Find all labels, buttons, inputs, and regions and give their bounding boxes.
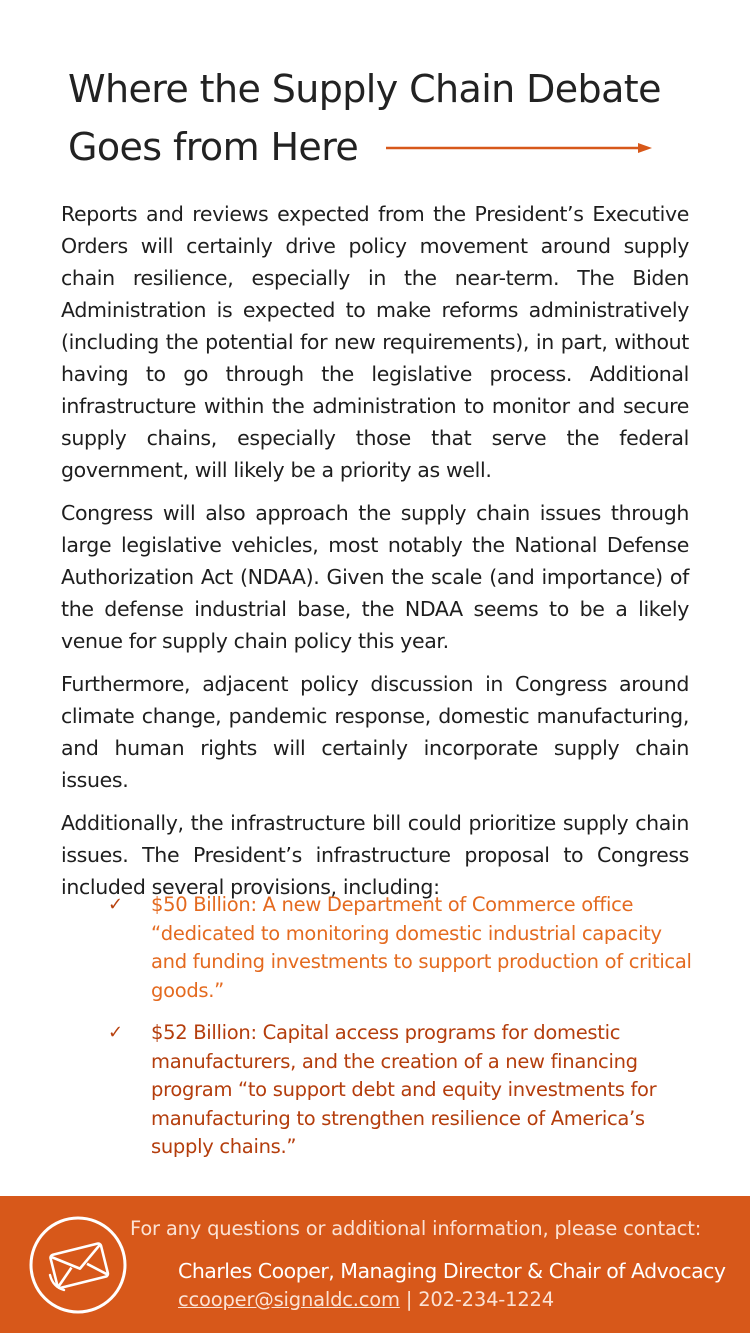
provisions-list [108,891,698,1176]
page-title [68,60,708,176]
article-body [61,198,689,914]
email-link[interactable]: ccooper@signaldc.com [178,1288,400,1311]
provision-text: $52 Billion: Capital access programs for domestic manufacturers, and the creation of a new financing program “to support debt and equity investments for manufacturing to strengthen resilience of America’s supply chains.” [151,1021,657,1158]
title-line-2: Goes from Here [68,125,359,169]
contact-intro: For any questions or additional information, please contact: [130,1217,702,1240]
mail-icon [26,1213,130,1317]
contact-name: Charles Cooper, Managing Director & Chair of Advocacy [178,1259,726,1283]
contact-footer [0,1196,750,1333]
list-item [108,891,698,1005]
paragraph-congress-ndaa: Congress will also approach the supply chain issues through large legislative vehicles, most notably the National Defense Authorization Act (NDAA). Given the scale (and importance) of the defense industrial base, the NDAA seems to be a likely venue for supply chain policy this year. [61,501,689,653]
paragraph-executive-orders: Reports and reviews expected from the President’s Executive Orders will certainly drive policy movement around supply chain resilience, especially in the near-term. The Biden Administration is expected to make reforms administratively (including the potential for new requirements), in part, without having to go through the legislative process. Additional infrastructure within the administration to monitor and secure supply chains, especially those that serve the federal government, will likely be a priority as well. [61,202,689,482]
checkmark-icon: ✓ [108,894,124,915]
separator: | [405,1288,413,1311]
contact-details [178,1287,554,1313]
title-line-1: Where the Supply Chain Debate [68,67,661,111]
checkmark-icon: ✓ [108,1022,124,1043]
list-item [108,1019,698,1162]
provision-text: $50 Billion: A new Department of Commerce office “dedicated to monitoring domestic industrial capacity and funding investments to support production of critical goods.” [151,893,692,1002]
paragraph-infrastructure-bill: Additionally, the infrastructure bill could prioritize supply chain issues. The President’s infrastructure proposal to Congress included several provisions, including: [61,811,689,899]
phone-number: 202-234-1224 [418,1288,554,1311]
right-arrow-icon [386,141,652,155]
paragraph-adjacent-policy: Furthermore, adjacent policy discussion in Congress around climate change, pandemic response, domestic manufacturing, and human rights will certainly incorporate supply chain issues. [61,672,689,792]
